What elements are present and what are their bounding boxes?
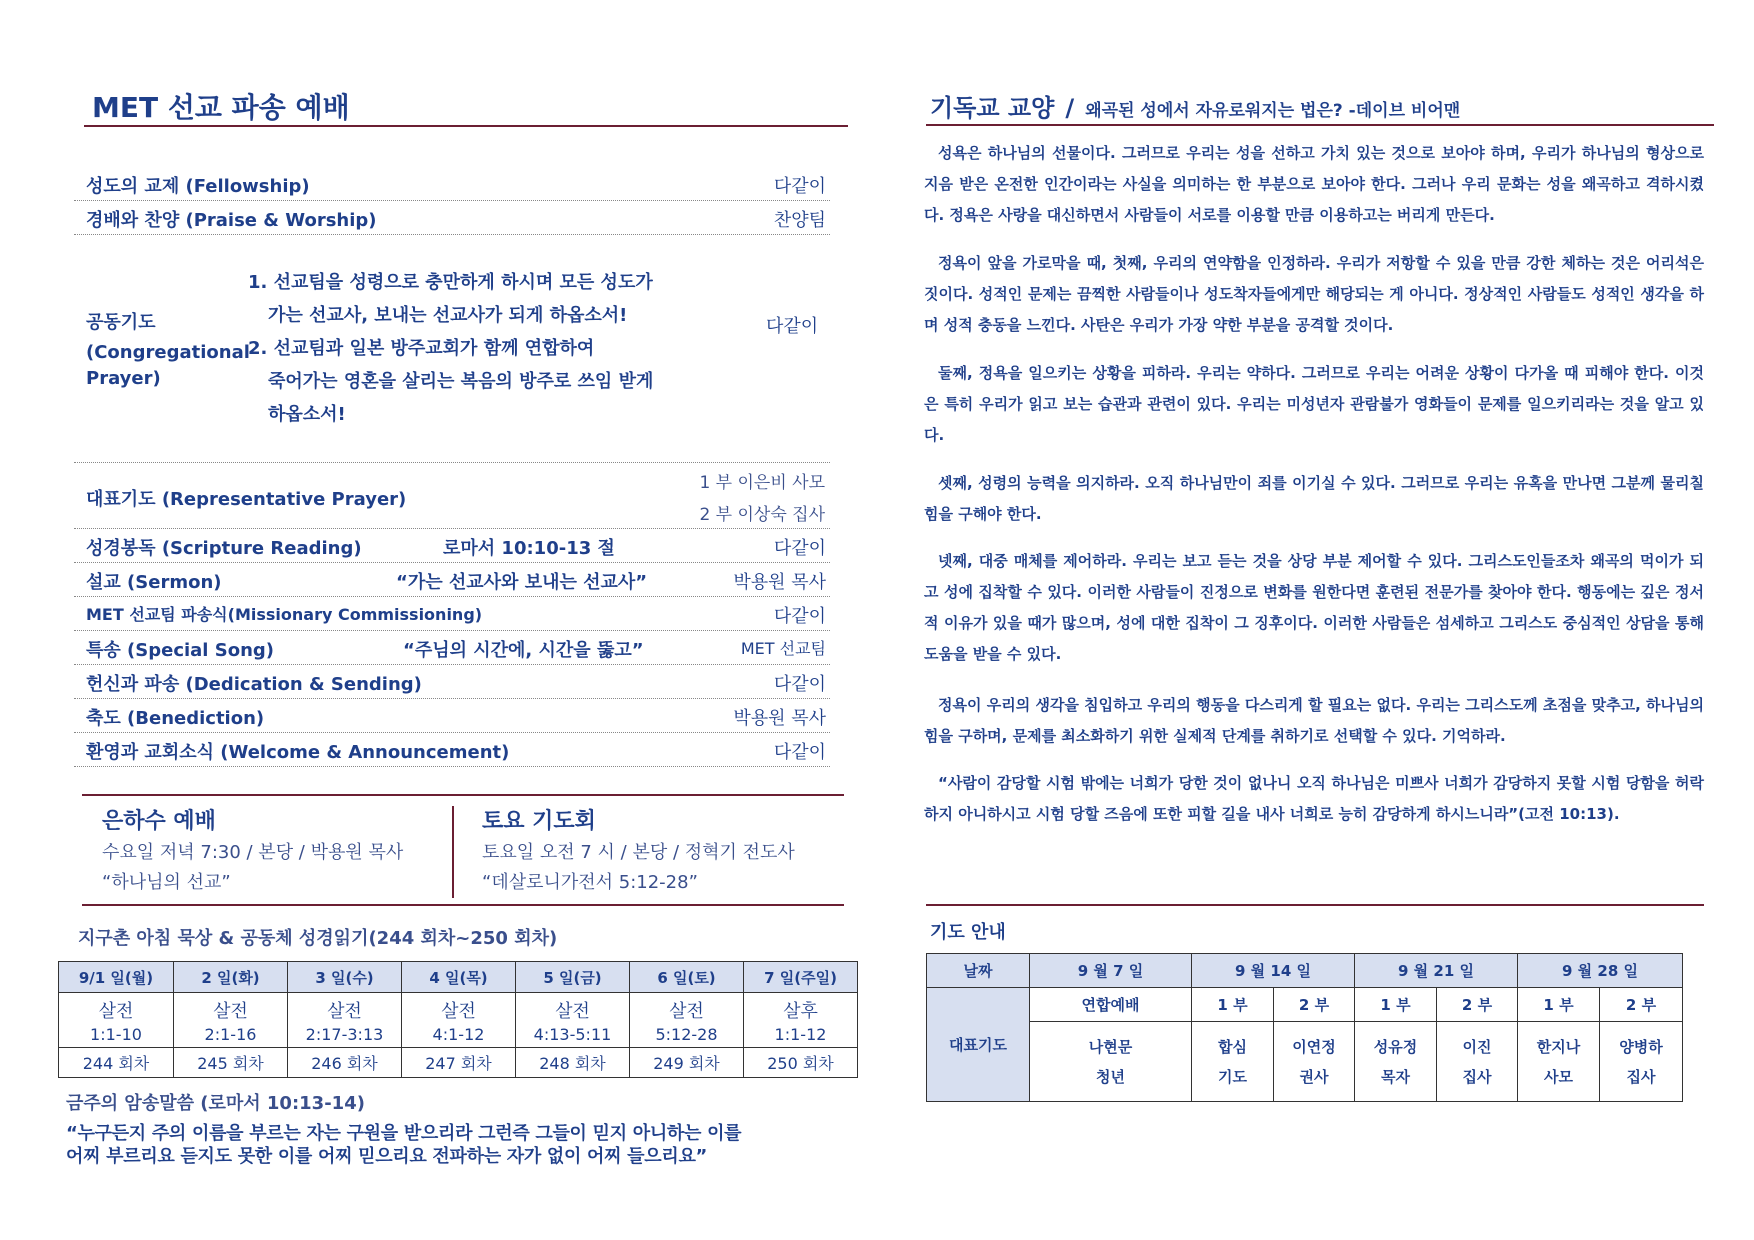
order-detail: “주님의 시간에, 시간을 뚫고” xyxy=(403,640,644,661)
book-cell: 살전 xyxy=(402,993,516,1024)
divider xyxy=(74,630,830,631)
order-label: MET 선교팀 파송식(Missionary Commissioning) xyxy=(86,605,483,624)
ref-cell: 1:1-10 xyxy=(59,1023,174,1047)
book-cell: 살전 xyxy=(59,993,174,1024)
count-cell: 250 회차 xyxy=(744,1047,858,1077)
date-cell: 9 월 7 일 xyxy=(1030,954,1192,988)
page-title: MET 선교 파송 예배 xyxy=(92,91,350,124)
leader-cell xyxy=(1192,1022,1274,1102)
article-subtitle: 왜곡된 성에서 자유로워지는 법은? -데이브 비어맨 xyxy=(1085,101,1461,121)
leader-cell xyxy=(1437,1022,1518,1102)
title-divider xyxy=(926,124,1714,126)
saturday-service-info: 토요일 오전 7 시 / 본당 / 정혁기 전도사 xyxy=(482,842,795,863)
table-row xyxy=(59,1047,858,1077)
table-row xyxy=(927,988,1683,1022)
count-cell: 244 회차 xyxy=(59,1047,174,1077)
prayer-line: 죽어가는 영혼을 살리는 복음의 방주로 쓰임 받게 xyxy=(268,371,654,392)
day-header: 6 일(토) xyxy=(630,962,744,993)
leader-name: 양병하 xyxy=(1619,1037,1663,1056)
leader-name: 한지나 xyxy=(1536,1037,1581,1056)
label-en: Prayer) xyxy=(86,368,161,389)
leader-name: 성유정 xyxy=(1373,1037,1418,1056)
article-heading xyxy=(930,88,1460,123)
day-header: 2 일(화) xyxy=(174,962,288,993)
leader-cell xyxy=(1518,1022,1600,1102)
order-label: 경배와 찬양 (Praise & Worship) xyxy=(86,210,377,231)
leader-name: 이연정 xyxy=(1292,1037,1336,1056)
table-header-row xyxy=(927,954,1683,988)
divider xyxy=(74,664,830,665)
order-item xyxy=(86,602,826,628)
order-leader: 다같이 xyxy=(766,316,819,337)
date-header: 날짜 xyxy=(927,954,1030,988)
prayer-leader-2: 2 부 이상숙 집사 xyxy=(699,505,825,525)
order-detail: 로마서 10:10-13 절 xyxy=(443,538,615,559)
label-en: (Congregational xyxy=(86,342,250,363)
service-cell: 2 부 xyxy=(1274,988,1355,1022)
congregational-prayer-label xyxy=(86,310,250,392)
ref-cell: 2:17-3:13 xyxy=(288,1023,402,1047)
divider xyxy=(74,528,830,529)
divider xyxy=(74,200,830,201)
order-item xyxy=(86,670,826,696)
leader-name: 이진 xyxy=(1462,1037,1492,1056)
divider xyxy=(74,596,830,597)
order-leader: 찬양팀 xyxy=(773,210,826,231)
order-leader: 박용원 목사 xyxy=(733,708,826,729)
representative-prayer-label: 대표기도 (Representative Prayer) xyxy=(86,489,407,510)
order-label: 축도 (Benediction) xyxy=(86,708,265,729)
ref-cell: 4:1-12 xyxy=(402,1023,516,1047)
leader-role: 집사 xyxy=(1462,1067,1492,1086)
ref-cell: 4:13-5:11 xyxy=(516,1023,630,1047)
label-ko: 공동기도 xyxy=(86,312,156,333)
saturday-service-title: 토요 기도회 xyxy=(482,809,596,834)
saturday-service-passage: “데살로니가전서 5:12-28” xyxy=(482,872,698,893)
leader-role: 권사 xyxy=(1299,1067,1329,1086)
wednesday-service-sermon: “하나님의 선교” xyxy=(102,872,231,893)
leader-cell xyxy=(1274,1022,1355,1102)
divider xyxy=(926,904,1704,906)
prayer-line: 하옵소서! xyxy=(268,404,346,425)
article-category: 기독교 교양 xyxy=(930,94,1055,122)
order-label: 환영과 교회소식 (Welcome & Announcement) xyxy=(86,742,510,763)
leader-role: 집사 xyxy=(1626,1067,1656,1086)
article-paragraph: 성욕은 하나님의 선물이다. 그러므로 우리는 성을 선하고 가치 있는 것으로 보아야 하며, 우리가 하나님의 형상으로 지음 받은 온전한 인간이라는 사실을 의미하는 한 부분으로 보아야 한다. 그러나 우리 문화는 성을 왜곡하고 격하시켰다. 정욕은 사랑을 대신하면서 사람들이 서로를 이용할 만큼 이용하고는 버리게 만든다. xyxy=(924,144,1704,224)
day-header: 9/1 일(월) xyxy=(59,962,174,993)
order-label: 성경봉독 (Scripture Reading) xyxy=(86,538,362,559)
table-row xyxy=(59,1023,858,1047)
article-paragraph: 정욕이 앞을 가로막을 때, 첫째, 우리의 연약함을 인정하라. 우리가 저항할 수 있을 만큼 강한 체하는 것은 어리석은 짓이다. 성적인 문제는 끔찍한 사람들이나 성도착자들에게만 해당되는 게 아니다. 정상적인 사람들도 성적인 생각을 하며 성적 충동을 느낀다. 사탄은 우리가 가장 약한 부분을 공격할 것이다. xyxy=(924,254,1704,334)
vertical-divider xyxy=(452,806,454,898)
divider xyxy=(74,562,830,563)
service-cell: 1 부 xyxy=(1518,988,1600,1022)
article-paragraph: 넷째, 대중 매체를 제어하라. 우리는 보고 듣는 것을 상당 부분 제어할 수 있다. 그리스도인들조차 왜곡의 먹이가 되고 성에 집착할 수 있다. 이러한 사람들이 진정으로 변화를 원한다면 훈련된 전문가를 찾아야 한다. 행동에는 깊은 정서적 이유가 있을 때가 많으며, 성에 대한 집착이 그 징후이다. 이러한 사람들은 섬세하고 그리스도 중심적인 상담을 통해 도움을 받을 수 있다. xyxy=(924,552,1704,663)
order-item xyxy=(86,738,826,764)
memory-verse-title: 금주의 암송말씀 (로마서 10:13-14) xyxy=(66,1093,365,1114)
order-label: 특송 (Special Song) xyxy=(86,640,275,661)
title-divider xyxy=(84,125,848,127)
row-label: 대표기도 xyxy=(927,988,1030,1102)
count-cell: 247 회차 xyxy=(402,1047,516,1077)
order-item xyxy=(86,534,826,560)
day-header: 7 일(주일) xyxy=(744,962,858,993)
divider xyxy=(74,732,830,733)
day-header: 5 일(금) xyxy=(516,962,630,993)
article-paragraph: “사람이 감당할 시험 밖에는 너희가 당한 것이 없나니 오직 하나님은 미쁘사 너희가 감당하지 못할 시험 당함을 허락하지 아니하시고 시험 당할 즈음에 또한 피할 길을 내사 너희로 능히 감당하게 하시느니라”(고전 10:13). xyxy=(924,774,1704,823)
order-leader: 다같이 xyxy=(773,674,826,695)
order-leader: 다같이 xyxy=(773,538,826,559)
prayer-leader-1: 1 부 이은비 사모 xyxy=(699,473,825,493)
table-header-row xyxy=(59,962,858,993)
order-leader: 다같이 xyxy=(773,606,826,627)
leader-role: 청년 xyxy=(1096,1067,1125,1086)
divider xyxy=(82,794,844,796)
table-row xyxy=(927,1022,1683,1102)
leader-cell xyxy=(1355,1022,1437,1102)
order-leader: MET 선교팀 xyxy=(740,639,826,658)
memory-verse-line: “누구든지 주의 이름을 부르는 자는 구원을 받으리라 그런즉 그들이 믿지 아니하는 이를 xyxy=(66,1123,742,1144)
leader-cell xyxy=(1030,1022,1192,1102)
prayer-line: 2. 선교팀과 일본 방주교회가 함께 연합하여 xyxy=(248,338,595,359)
leader-cell xyxy=(1600,1022,1683,1102)
leader-name: 합심 xyxy=(1218,1037,1247,1056)
divider xyxy=(74,462,830,463)
reading-plan-table xyxy=(58,961,858,1078)
order-label: 헌신과 파송 (Dedication & Sending) xyxy=(86,674,422,695)
book-cell: 살전 xyxy=(288,993,402,1024)
reading-plan-title: 지구촌 아침 묵상 & 공동체 성경읽기(244 회차~250 회차) xyxy=(78,928,558,949)
divider xyxy=(82,904,844,906)
date-cell: 9 월 28 일 xyxy=(1518,954,1683,988)
divider xyxy=(74,698,830,699)
wednesday-service-title: 은하수 예배 xyxy=(102,809,216,834)
table-row xyxy=(59,993,858,1024)
order-item xyxy=(86,568,826,594)
order-item xyxy=(86,636,826,662)
service-cell: 1 부 xyxy=(1355,988,1437,1022)
service-cell: 1 부 xyxy=(1192,988,1274,1022)
order-leader: 박용원 목사 xyxy=(733,572,826,593)
wednesday-service-info: 수요일 저녁 7:30 / 본당 / 박용원 목사 xyxy=(102,842,404,863)
article-paragraph: 셋째, 성령의 능력을 의지하라. 오직 하나님만이 죄를 이기실 수 있다. 그러므로 우리는 유혹을 만나면 그분께 물리칠 힘을 구해야 한다. xyxy=(924,474,1704,523)
order-item xyxy=(86,704,826,730)
date-cell: 9 월 21 일 xyxy=(1355,954,1518,988)
order-label: 설교 (Sermon) xyxy=(86,572,222,593)
order-leader: 다같이 xyxy=(773,742,826,763)
day-header: 3 일(수) xyxy=(288,962,402,993)
service-cell: 2 부 xyxy=(1600,988,1683,1022)
leader-role: 기도 xyxy=(1218,1067,1247,1086)
service-cell: 연합예배 xyxy=(1030,988,1192,1022)
count-cell: 246 회차 xyxy=(288,1047,402,1077)
order-item xyxy=(86,172,826,198)
ref-cell: 1:1-12 xyxy=(744,1023,858,1047)
book-cell: 살후 xyxy=(744,993,858,1024)
book-cell: 살전 xyxy=(630,993,744,1024)
book-cell: 살전 xyxy=(174,993,288,1024)
order-leader: 다같이 xyxy=(773,176,826,197)
prayer-guide-table xyxy=(926,953,1683,1102)
article-paragraph: 정욕이 우리의 생각을 침입하고 우리의 행동을 다스리게 할 필요는 없다. 우리는 그리스도께 초점을 맞추고, 하나님의 힘을 구하며, 문제를 최소화하기 위한 실제적 단계를 취하기로 선택할 수 있다. 기억하라. xyxy=(924,696,1704,745)
service-cell: 2 부 xyxy=(1437,988,1518,1022)
ref-cell: 2:1-16 xyxy=(174,1023,288,1047)
count-cell: 245 회차 xyxy=(174,1047,288,1077)
count-cell: 249 회차 xyxy=(630,1047,744,1077)
article-paragraph: 둘째, 정욕을 일으키는 상황을 피하라. 우리는 약하다. 그러므로 우리는 어려운 상황이 다가올 때 피해야 한다. 이것은 특히 우리가 읽고 보는 습관과 관련이 있다. 우리는 미성년자 관람불가 영화들이 문제를 일으키리라는 것을 알고 있다. xyxy=(924,364,1704,444)
heading-slash: / xyxy=(1065,94,1075,122)
leader-role: 목자 xyxy=(1381,1067,1410,1086)
date-cell: 9 월 14 일 xyxy=(1192,954,1355,988)
memory-verse-line: 어찌 부르리요 듣지도 못한 이를 어찌 믿으리요 전파하는 자가 없이 어찌 들으리요” xyxy=(66,1146,708,1167)
prayer-line: 가는 선교사, 보내는 선교사가 되게 하옵소서! xyxy=(268,305,628,326)
book-cell: 살전 xyxy=(516,993,630,1024)
order-item xyxy=(86,206,826,232)
order-detail: “가는 선교사와 보내는 선교사” xyxy=(396,572,648,593)
divider xyxy=(74,234,830,235)
count-cell: 248 회차 xyxy=(516,1047,630,1077)
leader-role: 사모 xyxy=(1544,1067,1573,1086)
prayer-line: 1. 선교팀을 성령으로 충만하게 하시며 모든 성도가 xyxy=(248,272,653,293)
divider xyxy=(74,766,830,767)
ref-cell: 5:12-28 xyxy=(630,1023,744,1047)
prayer-guide-title: 기도 안내 xyxy=(930,922,1006,943)
leader-name: 나현문 xyxy=(1088,1037,1133,1056)
order-label: 성도의 교제 (Fellowship) xyxy=(86,176,310,197)
day-header: 4 일(목) xyxy=(402,962,516,993)
